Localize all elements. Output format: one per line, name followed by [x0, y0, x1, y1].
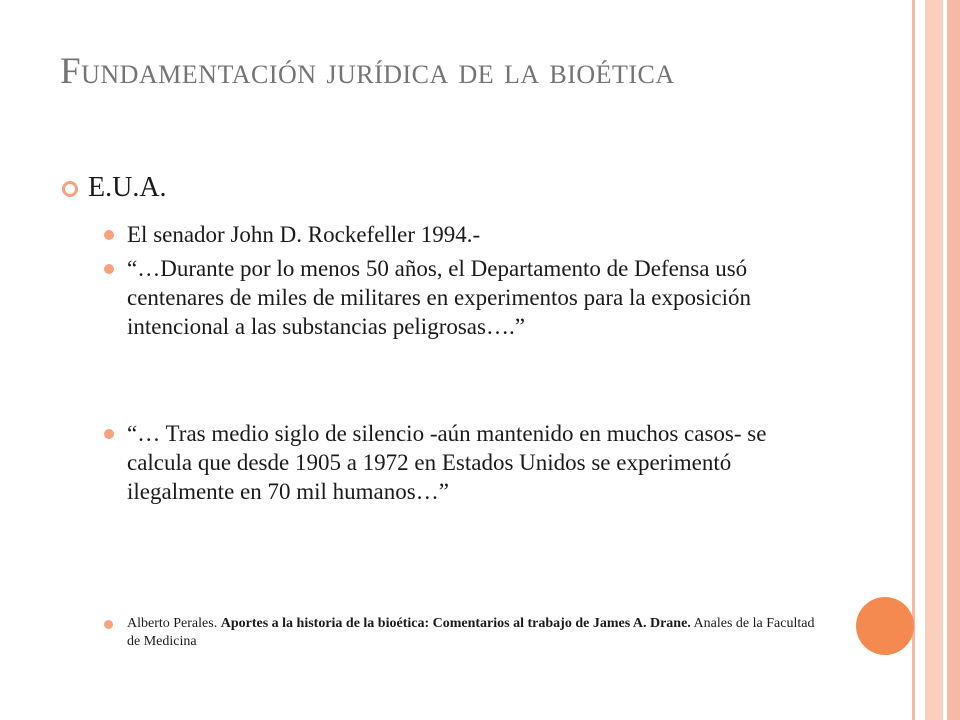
stripe	[915, 0, 925, 720]
list-item	[104, 220, 824, 249]
reference-source: Anales de la Facultad de Medicina	[127, 616, 815, 649]
bullet-dot-icon	[104, 620, 113, 629]
list-item	[104, 419, 824, 506]
bullet-dot-icon	[104, 230, 114, 240]
stripe	[925, 0, 943, 720]
bullet-dot-icon	[104, 264, 114, 274]
list-item-text: “… Tras medio siglo de silencio -aún mantenido en muchos casos- se calcula que desde 1905 a 1972 en Estados Unidos se experimentó ilegalmente en 70 mil humanos…”	[127, 421, 767, 504]
decorative-circle	[856, 597, 914, 655]
list-item	[104, 254, 824, 341]
reference-author: Alberto Perales.	[127, 616, 221, 631]
bullet-dot-icon	[104, 429, 114, 439]
list-item-text: “…Durante por lo menos 50 años, el Departamento de Defensa usó centenares de miles de militares en experimentos para la exposición intencional a las substancias peligrosas….”	[127, 256, 751, 339]
section-label: E.U.A.	[88, 172, 167, 203]
slide-title: Fundamentación jurídica de la bioética	[60, 51, 675, 92]
stripe	[947, 0, 960, 720]
reference-text	[127, 615, 824, 651]
decorative-stripes	[912, 0, 960, 720]
reference-item	[104, 615, 824, 651]
reference-work: Aportes a la historia de la bioética: Comentarios al trabajo de James A. Drane.	[220, 616, 691, 631]
list-item-text: El senador John D. Rockefeller 1994.-	[127, 222, 481, 247]
ring-bullet-icon	[62, 181, 78, 197]
